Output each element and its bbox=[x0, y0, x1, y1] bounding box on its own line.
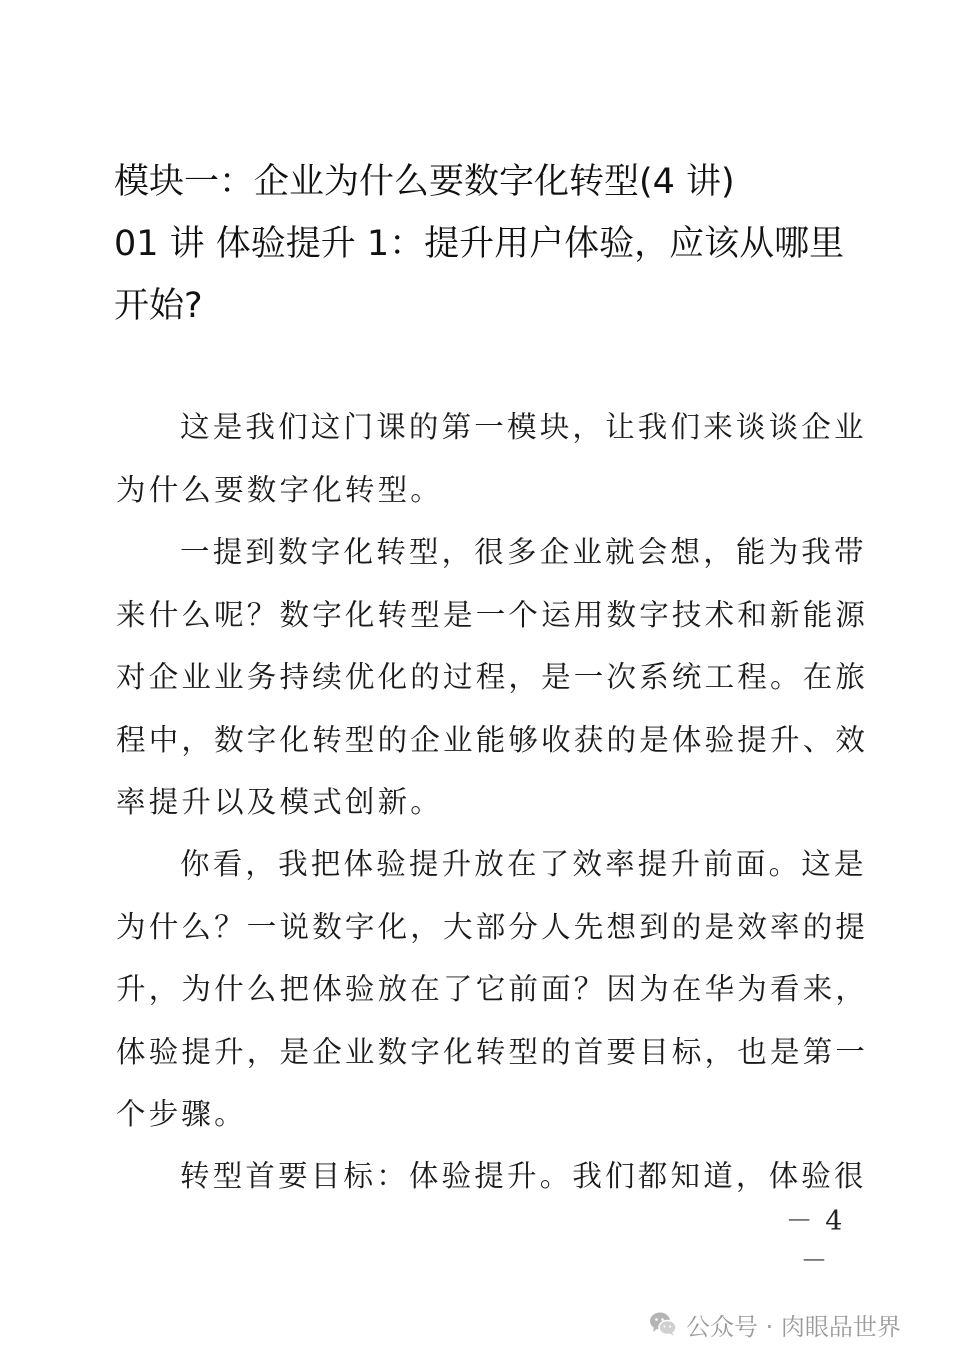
paragraph-line: 程中，数字化转型的企业能够收获的是体验提升、效 bbox=[116, 722, 869, 757]
paragraph-3 bbox=[116, 833, 869, 1146]
paragraph-line: 个步骤。 bbox=[116, 1097, 247, 1131]
paragraph-line: 一提到数字化转型，很多企业就会想，能为我带 bbox=[180, 535, 867, 569]
page-number: － 4 － bbox=[785, 1206, 845, 1277]
paragraph-line: 率提升以及模式创新。 bbox=[116, 785, 444, 819]
paragraph-line: 升，为什么把体验放在了它前面？因为在华为看来， bbox=[116, 972, 869, 1006]
paragraph-2 bbox=[116, 521, 869, 834]
lecture-heading: 01 讲 体验提升 1：提升用户体验，应该从哪里 bbox=[114, 224, 845, 264]
paragraph-line: 为什么？一说数字化，大部分人先想到的是效率的提 bbox=[116, 909, 869, 944]
paragraph-4 bbox=[116, 1145, 867, 1208]
paragraph-1 bbox=[116, 396, 867, 521]
paragraph-line: 转型首要目标：体验提升。我们都知道，体验很 bbox=[180, 1159, 867, 1193]
paragraph-line: 来什么呢？数字化转型是一个运用数字技术和新能源 bbox=[116, 597, 869, 632]
module-heading: 模块一：企业为什么要数字化转型(4 讲) bbox=[114, 162, 735, 202]
paragraph-line: 对企业业务持续优化的过程，是一次系统工程。在旅 bbox=[116, 660, 869, 694]
lecture-heading-continued: 开始? bbox=[114, 286, 203, 326]
wechat-icon bbox=[648, 1309, 678, 1339]
watermark-text: 公众号 · 肉眼品世界 bbox=[686, 1312, 901, 1341]
paragraph-line: 你看，我把体验提升放在了效率提升前面。这是 bbox=[180, 847, 867, 881]
paragraph-line: 体验提升，是企业数字化转型的首要目标，也是第一 bbox=[116, 1034, 869, 1069]
paragraph-line: 这是我们这门课的第一模块，让我们来谈谈企业 bbox=[180, 410, 867, 444]
watermark bbox=[648, 1302, 901, 1346]
paragraph-line: 为什么要数字化转型。 bbox=[116, 472, 444, 507]
